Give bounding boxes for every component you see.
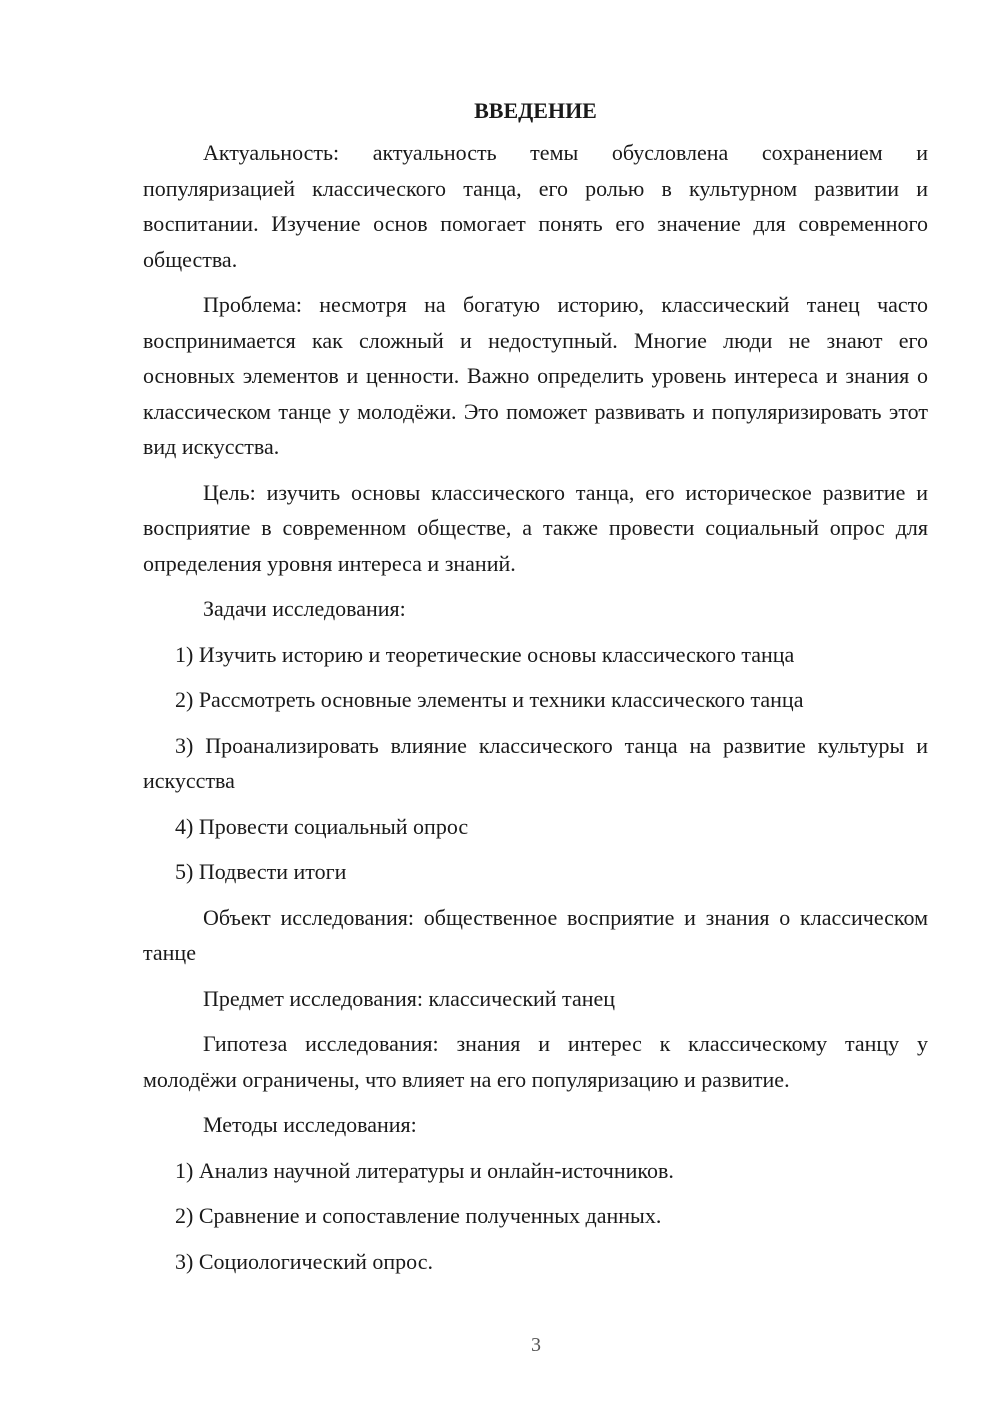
- methods-heading: Методы исследования:: [203, 1112, 417, 1137]
- document-page: [143, 96, 928, 1289]
- list-item: 2) Сравнение и сопоставление полученных данных.: [175, 1203, 662, 1228]
- list-item: 3) Проанализировать влияние классического танца на развитие культуры и искусства: [143, 732, 928, 793]
- methods-list: [143, 1153, 928, 1280]
- subject-paragraph: Предмет исследования: классический танец: [203, 985, 616, 1011]
- hypothesis-paragraph: Гипотеза исследования: знания и интерес к классическому танцу у молодёжи ограничены, что влияет на его популяризацию и развитие.: [143, 1031, 928, 1092]
- list-item: 2) Рассмотреть основные элементы и техники классического танца: [175, 687, 804, 712]
- list-item: 4) Провести социальный опрос: [175, 813, 469, 839]
- list-item: 5) Подвести итоги: [175, 859, 347, 884]
- tasks-list: [143, 637, 928, 890]
- goal-paragraph: Цель: изучить основы классического танца, его историческое развитие и восприятие в современном обществе, а также провести социальный опрос для определения уровня интереса и знаний.: [143, 479, 928, 576]
- object-paragraph: Объект исследования: общественное восприятие и знания о классическом танце: [143, 904, 928, 965]
- tasks-heading: Задачи исследования:: [203, 596, 406, 621]
- section-title: ВВЕДЕНИЕ: [474, 98, 597, 123]
- relevance-paragraph: Актуальность: актуальность темы обусловлена сохранением и популяризацией классического танца, его ролью в культурном развитии и воспитании. Изучение основ помогает понять его значение для современного общества.: [143, 140, 928, 272]
- list-item: 3) Социологический опрос.: [175, 1248, 433, 1274]
- problem-paragraph: Проблема: несмотря на богатую историю, классический танец часто воспринимается как сложный и недоступный. Многие люди не знают его основных элементов и ценности. Важно определить уровень интереса и знания о классическом танце у молодёжи. Это поможет развивать и популяризировать этот вид искусства.: [143, 292, 928, 459]
- list-item: 1) Анализ научной литературы и онлайн-источников.: [175, 1157, 674, 1183]
- list-item: 1) Изучить историю и теоретические основы классического танца: [175, 641, 795, 667]
- page-number: 3: [531, 1334, 541, 1356]
